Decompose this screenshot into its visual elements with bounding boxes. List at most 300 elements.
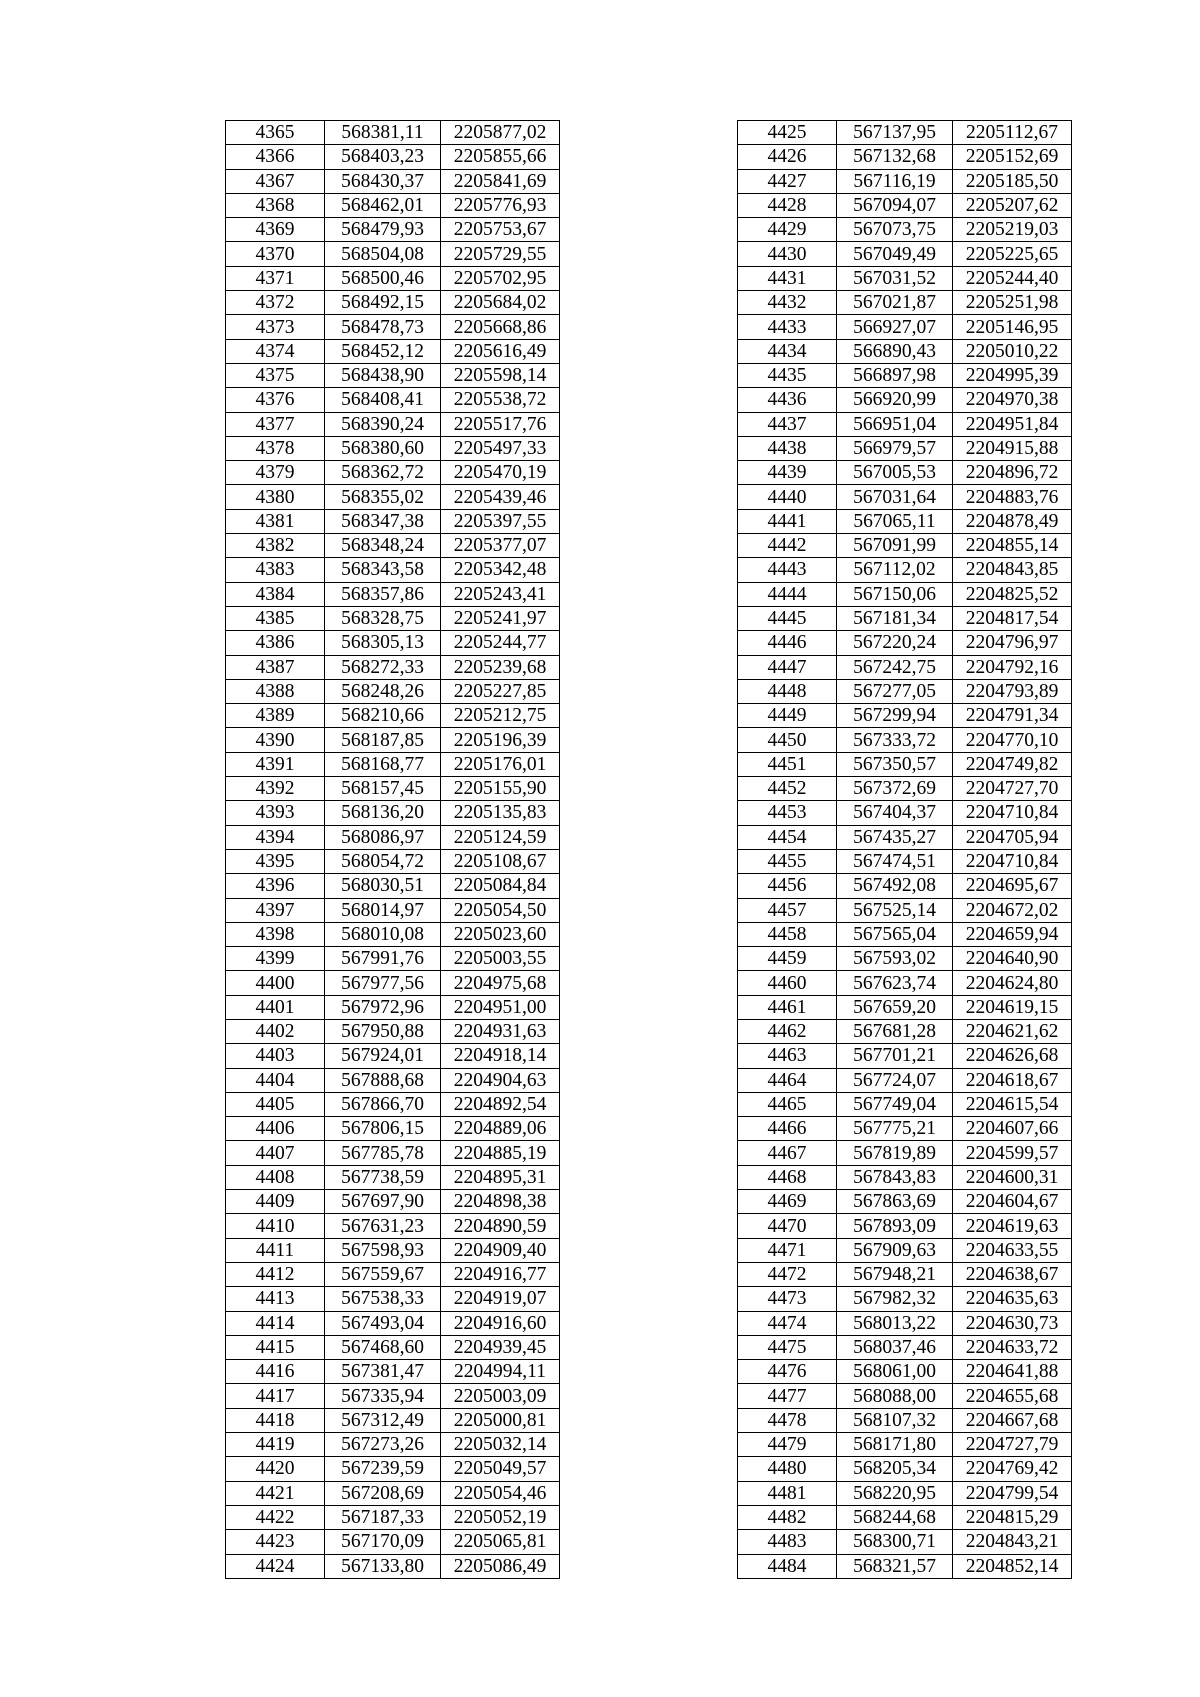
x-coordinate-cell: 568171,80 <box>837 1433 953 1457</box>
table-row <box>738 655 1072 679</box>
x-coordinate-cell: 567242,75 <box>837 655 953 679</box>
y-coordinate-cell: 2205243,41 <box>441 582 560 606</box>
x-coordinate-cell: 568014,97 <box>325 898 441 922</box>
point-number-cell: 4415 <box>226 1335 325 1359</box>
x-coordinate-cell: 567843,83 <box>837 1165 953 1189</box>
x-coordinate-cell: 567150,06 <box>837 582 953 606</box>
x-coordinate-cell: 568492,15 <box>325 291 441 315</box>
y-coordinate-cell: 2205010,22 <box>953 339 1072 363</box>
x-coordinate-cell: 567701,21 <box>837 1044 953 1068</box>
x-coordinate-cell: 568500,46 <box>325 266 441 290</box>
x-coordinate-cell: 566979,57 <box>837 436 953 460</box>
point-number-cell: 4436 <box>738 388 837 412</box>
x-coordinate-cell: 567982,32 <box>837 1287 953 1311</box>
table-row <box>226 485 560 509</box>
point-number-cell: 4414 <box>226 1311 325 1335</box>
y-coordinate-cell: 2204600,31 <box>953 1165 1072 1189</box>
table-row <box>226 1360 560 1384</box>
point-number-cell: 4427 <box>738 169 837 193</box>
table-row <box>738 1068 1072 1092</box>
table-row <box>738 558 1072 582</box>
point-number-cell: 4478 <box>738 1408 837 1432</box>
table-row <box>738 1554 1072 1578</box>
y-coordinate-cell: 2204640,90 <box>953 947 1072 971</box>
table-row <box>226 1530 560 1554</box>
table-row <box>738 1384 1072 1408</box>
point-number-cell: 4412 <box>226 1262 325 1286</box>
table-row <box>738 631 1072 655</box>
table-row <box>738 922 1072 946</box>
point-number-cell: 4371 <box>226 266 325 290</box>
point-number-cell: 4453 <box>738 801 837 825</box>
table-row <box>226 315 560 339</box>
x-coordinate-cell: 567681,28 <box>837 1019 953 1043</box>
point-number-cell: 4366 <box>226 145 325 169</box>
table-row <box>226 582 560 606</box>
y-coordinate-cell: 2205497,33 <box>441 436 560 460</box>
table-row <box>226 704 560 728</box>
x-coordinate-cell: 567493,04 <box>325 1311 441 1335</box>
point-number-cell: 4411 <box>226 1238 325 1262</box>
x-coordinate-cell: 567775,21 <box>837 1117 953 1141</box>
table-row <box>738 193 1072 217</box>
table-row <box>738 971 1072 995</box>
x-coordinate-cell: 568381,11 <box>325 121 441 145</box>
table-row <box>226 1311 560 1335</box>
x-coordinate-cell: 568054,72 <box>325 849 441 873</box>
point-number-cell: 4376 <box>226 388 325 412</box>
x-coordinate-cell: 567738,59 <box>325 1165 441 1189</box>
x-coordinate-cell: 568357,86 <box>325 582 441 606</box>
point-number-cell: 4447 <box>738 655 837 679</box>
y-coordinate-cell: 2204825,52 <box>953 582 1072 606</box>
y-coordinate-cell: 2205753,67 <box>441 218 560 242</box>
table-row <box>738 534 1072 558</box>
table-row <box>226 388 560 412</box>
y-coordinate-cell: 2204655,68 <box>953 1384 1072 1408</box>
x-coordinate-cell: 567492,08 <box>837 874 953 898</box>
x-coordinate-cell: 567948,21 <box>837 1262 953 1286</box>
point-number-cell: 4442 <box>738 534 837 558</box>
table-row <box>226 193 560 217</box>
y-coordinate-cell: 2204919,07 <box>441 1287 560 1311</box>
table-row <box>226 534 560 558</box>
table-row <box>738 1141 1072 1165</box>
x-coordinate-cell: 567972,96 <box>325 995 441 1019</box>
x-coordinate-cell: 567598,93 <box>325 1238 441 1262</box>
point-number-cell: 4471 <box>738 1238 837 1262</box>
point-number-cell: 4369 <box>226 218 325 242</box>
y-coordinate-cell: 2204672,02 <box>953 898 1072 922</box>
x-coordinate-cell: 566927,07 <box>837 315 953 339</box>
y-coordinate-cell: 2205616,49 <box>441 339 560 363</box>
coordinates-table-right <box>737 120 1072 1579</box>
x-coordinate-cell: 567866,70 <box>325 1092 441 1116</box>
table-row <box>738 1019 1072 1043</box>
table-row <box>738 1505 1072 1529</box>
table-row <box>226 218 560 242</box>
x-coordinate-cell: 568061,00 <box>837 1360 953 1384</box>
point-number-cell: 4378 <box>226 436 325 460</box>
x-coordinate-cell: 567381,47 <box>325 1360 441 1384</box>
y-coordinate-cell: 2204939,45 <box>441 1335 560 1359</box>
x-coordinate-cell: 567724,07 <box>837 1068 953 1092</box>
x-coordinate-cell: 567863,69 <box>837 1190 953 1214</box>
y-coordinate-cell: 2205225,65 <box>953 242 1072 266</box>
point-number-cell: 4382 <box>226 534 325 558</box>
x-coordinate-cell: 568452,12 <box>325 339 441 363</box>
y-coordinate-cell: 2204769,42 <box>953 1457 1072 1481</box>
table-row <box>226 1068 560 1092</box>
y-coordinate-cell: 2205108,67 <box>441 849 560 873</box>
table-row <box>738 825 1072 849</box>
table-row <box>738 315 1072 339</box>
point-number-cell: 4482 <box>738 1505 837 1529</box>
table-row <box>226 1092 560 1116</box>
y-coordinate-cell: 2204892,54 <box>441 1092 560 1116</box>
x-coordinate-cell: 567133,80 <box>325 1554 441 1578</box>
y-coordinate-cell: 2205377,07 <box>441 534 560 558</box>
y-coordinate-cell: 2204635,63 <box>953 1287 1072 1311</box>
y-coordinate-cell: 2204951,00 <box>441 995 560 1019</box>
y-coordinate-cell: 2204931,63 <box>441 1019 560 1043</box>
point-number-cell: 4472 <box>738 1262 837 1286</box>
y-coordinate-cell: 2204918,14 <box>441 1044 560 1068</box>
point-number-cell: 4399 <box>226 947 325 971</box>
x-coordinate-cell: 567137,95 <box>837 121 953 145</box>
x-coordinate-cell: 567623,74 <box>837 971 953 995</box>
point-number-cell: 4470 <box>738 1214 837 1238</box>
y-coordinate-cell: 2205023,60 <box>441 922 560 946</box>
table-row <box>226 655 560 679</box>
point-number-cell: 4476 <box>738 1360 837 1384</box>
point-number-cell: 4444 <box>738 582 837 606</box>
point-number-cell: 4374 <box>226 339 325 363</box>
y-coordinate-cell: 2204630,73 <box>953 1311 1072 1335</box>
x-coordinate-cell: 567749,04 <box>837 1092 953 1116</box>
table-row <box>738 1165 1072 1189</box>
point-number-cell: 4445 <box>738 606 837 630</box>
point-number-cell: 4468 <box>738 1165 837 1189</box>
y-coordinate-cell: 2205003,09 <box>441 1384 560 1408</box>
y-coordinate-cell: 2205729,55 <box>441 242 560 266</box>
table-row <box>226 1238 560 1262</box>
point-number-cell: 4429 <box>738 218 837 242</box>
y-coordinate-cell: 2204695,67 <box>953 874 1072 898</box>
point-number-cell: 4400 <box>226 971 325 995</box>
x-coordinate-cell: 568086,97 <box>325 825 441 849</box>
y-coordinate-cell: 2204607,66 <box>953 1117 1072 1141</box>
x-coordinate-cell: 568030,51 <box>325 874 441 898</box>
x-coordinate-cell: 567559,67 <box>325 1262 441 1286</box>
x-coordinate-cell: 567404,37 <box>837 801 953 825</box>
x-coordinate-cell: 568438,90 <box>325 363 441 387</box>
x-coordinate-cell: 568272,33 <box>325 655 441 679</box>
x-coordinate-cell: 567785,78 <box>325 1141 441 1165</box>
x-coordinate-cell: 567991,76 <box>325 947 441 971</box>
table-row <box>738 874 1072 898</box>
x-coordinate-cell: 567659,20 <box>837 995 953 1019</box>
point-number-cell: 4392 <box>226 777 325 801</box>
table-row <box>226 1019 560 1043</box>
y-coordinate-cell: 2205877,02 <box>441 121 560 145</box>
point-number-cell: 4479 <box>738 1433 837 1457</box>
y-coordinate-cell: 2205855,66 <box>441 145 560 169</box>
x-coordinate-cell: 567888,68 <box>325 1068 441 1092</box>
table-row <box>738 363 1072 387</box>
x-coordinate-cell: 568347,38 <box>325 509 441 533</box>
table-row <box>226 679 560 703</box>
table-row <box>738 388 1072 412</box>
y-coordinate-cell: 2204817,54 <box>953 606 1072 630</box>
point-number-cell: 4480 <box>738 1457 837 1481</box>
x-coordinate-cell: 567819,89 <box>837 1141 953 1165</box>
x-coordinate-cell: 568348,24 <box>325 534 441 558</box>
point-number-cell: 4394 <box>226 825 325 849</box>
x-coordinate-cell: 568504,08 <box>325 242 441 266</box>
coordinates-table-left <box>225 120 560 1579</box>
point-number-cell: 4434 <box>738 339 837 363</box>
x-coordinate-cell: 568157,45 <box>325 777 441 801</box>
point-number-cell: 4437 <box>738 412 837 436</box>
y-coordinate-cell: 2204852,14 <box>953 1554 1072 1578</box>
point-number-cell: 4377 <box>226 412 325 436</box>
table-row <box>226 1481 560 1505</box>
point-number-cell: 4461 <box>738 995 837 1019</box>
point-number-cell: 4419 <box>226 1433 325 1457</box>
y-coordinate-cell: 2205684,02 <box>441 291 560 315</box>
point-number-cell: 4462 <box>738 1019 837 1043</box>
x-coordinate-cell: 567631,23 <box>325 1214 441 1238</box>
y-coordinate-cell: 2205086,49 <box>441 1554 560 1578</box>
table-row <box>226 412 560 436</box>
x-coordinate-cell: 568244,68 <box>837 1505 953 1529</box>
table-row <box>738 995 1072 1019</box>
y-coordinate-cell: 2204770,10 <box>953 728 1072 752</box>
table-row <box>226 1287 560 1311</box>
x-coordinate-cell: 567277,05 <box>837 679 953 703</box>
table-row <box>226 242 560 266</box>
y-coordinate-cell: 2205032,14 <box>441 1433 560 1457</box>
point-number-cell: 4438 <box>738 436 837 460</box>
x-coordinate-cell: 566951,04 <box>837 412 953 436</box>
table-row <box>738 266 1072 290</box>
y-coordinate-cell: 2205196,39 <box>441 728 560 752</box>
table-row <box>226 461 560 485</box>
y-coordinate-cell: 2204619,15 <box>953 995 1072 1019</box>
point-number-cell: 4425 <box>738 121 837 145</box>
point-number-cell: 4420 <box>226 1457 325 1481</box>
y-coordinate-cell: 2205470,19 <box>441 461 560 485</box>
point-number-cell: 4372 <box>226 291 325 315</box>
point-number-cell: 4432 <box>738 291 837 315</box>
table-row <box>738 801 1072 825</box>
point-number-cell: 4416 <box>226 1360 325 1384</box>
table-row <box>738 679 1072 703</box>
point-number-cell: 4430 <box>738 242 837 266</box>
x-coordinate-cell: 567525,14 <box>837 898 953 922</box>
point-number-cell: 4383 <box>226 558 325 582</box>
x-coordinate-cell: 567073,75 <box>837 218 953 242</box>
point-number-cell: 4484 <box>738 1554 837 1578</box>
table-row <box>738 582 1072 606</box>
point-number-cell: 4428 <box>738 193 837 217</box>
y-coordinate-cell: 2204621,62 <box>953 1019 1072 1043</box>
x-coordinate-cell: 567538,33 <box>325 1287 441 1311</box>
x-coordinate-cell: 568305,13 <box>325 631 441 655</box>
x-coordinate-cell: 567220,24 <box>837 631 953 655</box>
x-coordinate-cell: 568168,77 <box>325 752 441 776</box>
table-row <box>226 995 560 1019</box>
point-number-cell: 4397 <box>226 898 325 922</box>
y-coordinate-cell: 2204889,06 <box>441 1117 560 1141</box>
table-row <box>738 728 1072 752</box>
table-row <box>226 509 560 533</box>
y-coordinate-cell: 2205003,55 <box>441 947 560 971</box>
x-coordinate-cell: 567474,51 <box>837 849 953 873</box>
table-row <box>738 436 1072 460</box>
point-number-cell: 4455 <box>738 849 837 873</box>
point-number-cell: 4449 <box>738 704 837 728</box>
y-coordinate-cell: 2205155,90 <box>441 777 560 801</box>
point-number-cell: 4422 <box>226 1505 325 1529</box>
x-coordinate-cell: 566920,99 <box>837 388 953 412</box>
y-coordinate-cell: 2204916,77 <box>441 1262 560 1286</box>
x-coordinate-cell: 566897,98 <box>837 363 953 387</box>
x-coordinate-cell: 567950,88 <box>325 1019 441 1043</box>
table-row <box>738 509 1072 533</box>
x-coordinate-cell: 567116,19 <box>837 169 953 193</box>
table-row <box>738 1262 1072 1286</box>
table-row <box>226 339 560 363</box>
x-coordinate-cell: 567005,53 <box>837 461 953 485</box>
point-number-cell: 4421 <box>226 1481 325 1505</box>
point-number-cell: 4450 <box>738 728 837 752</box>
point-number-cell: 4413 <box>226 1287 325 1311</box>
y-coordinate-cell: 2204855,14 <box>953 534 1072 558</box>
x-coordinate-cell: 567239,59 <box>325 1457 441 1481</box>
x-coordinate-cell: 568478,73 <box>325 315 441 339</box>
y-coordinate-cell: 2205227,85 <box>441 679 560 703</box>
x-coordinate-cell: 567181,34 <box>837 606 953 630</box>
x-coordinate-cell: 568248,26 <box>325 679 441 703</box>
x-coordinate-cell: 568321,57 <box>837 1554 953 1578</box>
point-number-cell: 4403 <box>226 1044 325 1068</box>
y-coordinate-cell: 2204618,67 <box>953 1068 1072 1092</box>
y-coordinate-cell: 2204843,85 <box>953 558 1072 582</box>
point-number-cell: 4458 <box>738 922 837 946</box>
y-coordinate-cell: 2204727,70 <box>953 777 1072 801</box>
y-coordinate-cell: 2205049,57 <box>441 1457 560 1481</box>
x-coordinate-cell: 567112,02 <box>837 558 953 582</box>
point-number-cell: 4446 <box>738 631 837 655</box>
x-coordinate-cell: 568205,34 <box>837 1457 953 1481</box>
point-number-cell: 4469 <box>738 1190 837 1214</box>
point-number-cell: 4375 <box>226 363 325 387</box>
table-row <box>226 1457 560 1481</box>
table-row <box>738 1190 1072 1214</box>
x-coordinate-cell: 568390,24 <box>325 412 441 436</box>
point-number-cell: 4459 <box>738 947 837 971</box>
y-coordinate-cell: 2204624,80 <box>953 971 1072 995</box>
table-row <box>226 558 560 582</box>
y-coordinate-cell: 2205124,59 <box>441 825 560 849</box>
point-number-cell: 4439 <box>738 461 837 485</box>
table-row <box>226 947 560 971</box>
table-row <box>226 922 560 946</box>
x-coordinate-cell: 567909,63 <box>837 1238 953 1262</box>
y-coordinate-cell: 2204710,84 <box>953 849 1072 873</box>
x-coordinate-cell: 567273,26 <box>325 1433 441 1457</box>
table-row <box>738 777 1072 801</box>
point-number-cell: 4393 <box>226 801 325 825</box>
y-coordinate-cell: 2205185,50 <box>953 169 1072 193</box>
y-coordinate-cell: 2204815,29 <box>953 1505 1072 1529</box>
y-coordinate-cell: 2205517,76 <box>441 412 560 436</box>
y-coordinate-cell: 2204909,40 <box>441 1238 560 1262</box>
table-row <box>738 1360 1072 1384</box>
table-row <box>738 145 1072 169</box>
x-coordinate-cell: 567333,72 <box>837 728 953 752</box>
y-coordinate-cell: 2204878,49 <box>953 509 1072 533</box>
point-number-cell: 4460 <box>738 971 837 995</box>
x-coordinate-cell: 568187,85 <box>325 728 441 752</box>
point-number-cell: 4390 <box>226 728 325 752</box>
table-row <box>226 777 560 801</box>
y-coordinate-cell: 2204799,54 <box>953 1481 1072 1505</box>
y-coordinate-cell: 2204895,31 <box>441 1165 560 1189</box>
x-coordinate-cell: 566890,43 <box>837 339 953 363</box>
x-coordinate-cell: 568362,72 <box>325 461 441 485</box>
point-number-cell: 4401 <box>226 995 325 1019</box>
table-row <box>226 898 560 922</box>
x-coordinate-cell: 568220,95 <box>837 1481 953 1505</box>
y-coordinate-cell: 2205146,95 <box>953 315 1072 339</box>
y-coordinate-cell: 2205084,84 <box>441 874 560 898</box>
point-number-cell: 4448 <box>738 679 837 703</box>
table-row <box>738 291 1072 315</box>
table-row <box>226 169 560 193</box>
table-row <box>226 801 560 825</box>
y-coordinate-cell: 2204916,60 <box>441 1311 560 1335</box>
y-coordinate-cell: 2205241,97 <box>441 606 560 630</box>
table-row <box>226 121 560 145</box>
x-coordinate-cell: 567565,04 <box>837 922 953 946</box>
x-coordinate-cell: 568136,20 <box>325 801 441 825</box>
table-row <box>738 1311 1072 1335</box>
point-number-cell: 4443 <box>738 558 837 582</box>
x-coordinate-cell: 568037,46 <box>837 1335 953 1359</box>
y-coordinate-cell: 2204749,82 <box>953 752 1072 776</box>
x-coordinate-cell: 567170,09 <box>325 1530 441 1554</box>
y-coordinate-cell: 2204904,63 <box>441 1068 560 1092</box>
point-number-cell: 4365 <box>226 121 325 145</box>
point-number-cell: 4385 <box>226 606 325 630</box>
y-coordinate-cell: 2205152,69 <box>953 145 1072 169</box>
point-number-cell: 4423 <box>226 1530 325 1554</box>
point-number-cell: 4440 <box>738 485 837 509</box>
point-number-cell: 4441 <box>738 509 837 533</box>
table-row <box>738 1287 1072 1311</box>
y-coordinate-cell: 2205702,95 <box>441 266 560 290</box>
x-coordinate-cell: 567187,33 <box>325 1505 441 1529</box>
table-row <box>226 1554 560 1578</box>
table-row <box>738 1238 1072 1262</box>
point-number-cell: 4388 <box>226 679 325 703</box>
table-row <box>226 436 560 460</box>
table-row <box>738 1457 1072 1481</box>
table-row <box>738 704 1072 728</box>
